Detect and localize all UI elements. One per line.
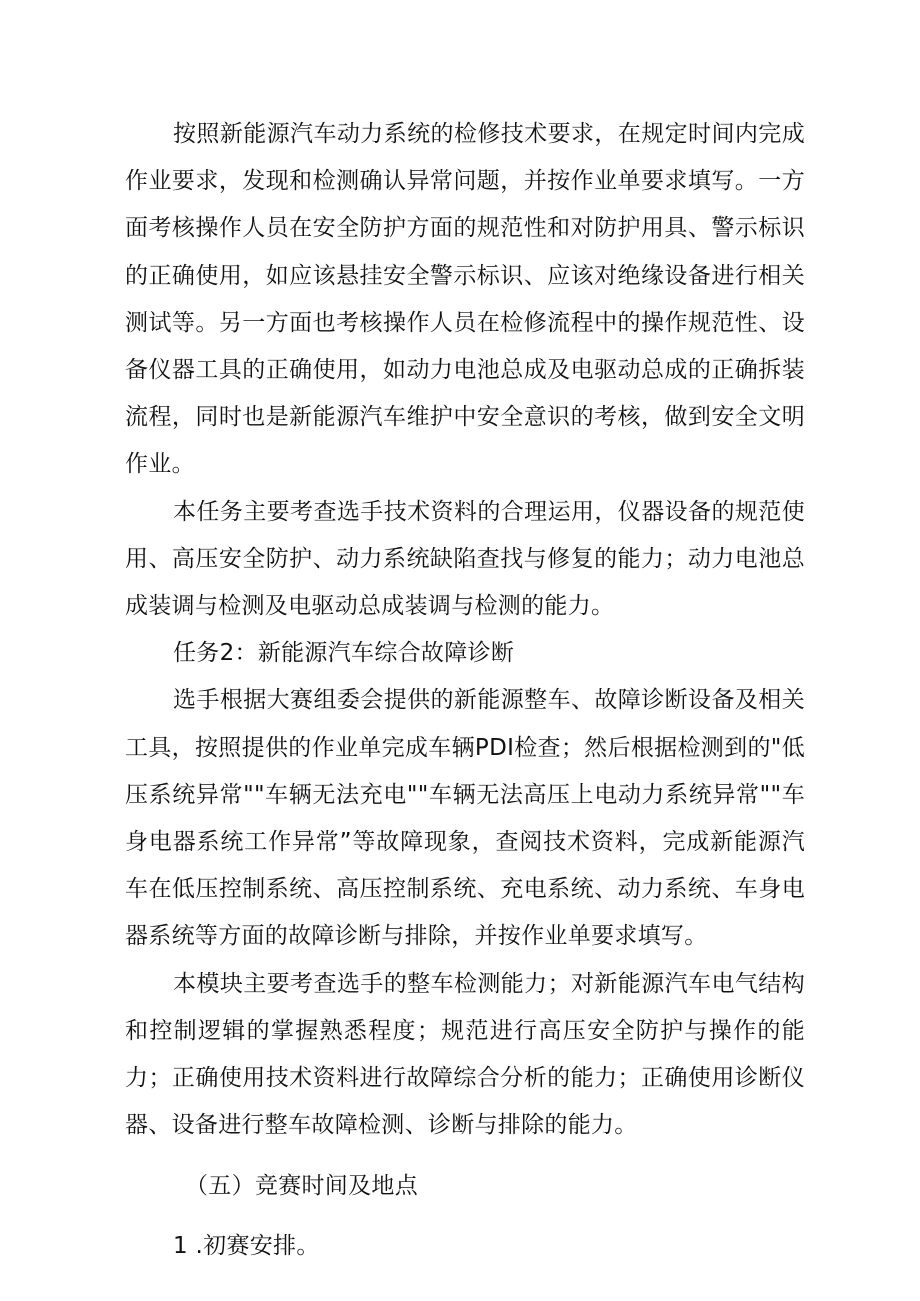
paragraph-task2-description: 选手根据大赛组委会提供的新能源整车、故障诊断设备及相关工具，按照提供的作业单完成车辆PDI检查；然后根据检测到的"低压系统异常""车辆无法充电""车辆无法高压上电动力系统异常""车身电器系统工作异常”等故障现象，查阅技术资料，完成新能源汽车在低压控制系统、高压控制系统、充电系统、动力系统、车身电器系统等方面的故障诊断与排除，并按作业单要求填写。 bbox=[125, 687, 805, 950]
paragraph-task2-assessment: 本模块主要考查选手的整车检测能力；对新能源汽车电气结构和控制逻辑的掌握熟悉程度；规范进行高压安全防护与操作的能力；正确使用技术资料进行故障综合分析的能力；正确使用诊断仪器、设备进行整车故障检测、诊断与排除的能力。 bbox=[125, 970, 805, 1139]
section-heading-competition-time-place: （五）竞赛时间及地点 bbox=[185, 1173, 418, 1200]
paragraph-task1-description: 按照新能源汽车动力系统的检修技术要求，在规定时间内完成作业要求，发现和检测确认异常问题，并按作业单要求填写。一方面考核操作人员在安全防护方面的规范性和对防护用具、警示标识的正确使用，如应该悬挂安全警示标识、应该对绝缘设备进行相关测试等。另一方面也考核操作人员在检修流程中的操作规范性、设备仪器工具的正确使用，如动力电池总成及电驱动总成的正确拆装流程，同时也是新能源汽车维护中安全意识的考核，做到安全文明作业。 bbox=[125, 121, 805, 478]
task2-heading: 任务2：新能源汽车综合故障诊断 bbox=[173, 640, 515, 667]
paragraph-task1-assessment: 本任务主要考查选手技术资料的合理运用，仪器设备的规范使用、高压安全防护、动力系统缺陷查找与修复的能力；动力电池总成装调与检测及电驱动总成装调与检测的能力。 bbox=[125, 498, 805, 620]
document-body bbox=[125, 111, 805, 1270]
subsection-heading-preliminary: 1 .初赛安排。 bbox=[173, 1232, 320, 1259]
